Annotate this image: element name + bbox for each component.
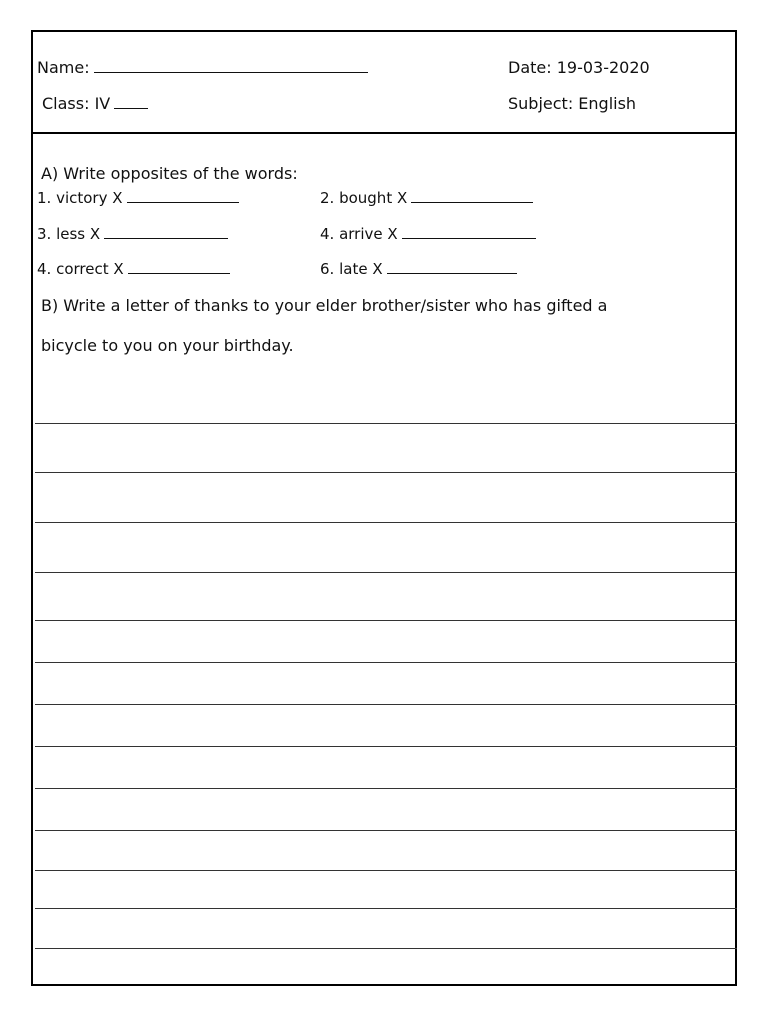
date-label: Date: 19-03-2020 [508, 58, 650, 77]
opposite-item-5 [37, 260, 230, 278]
opposite-answer-blank[interactable] [104, 226, 228, 239]
worksheet-header [33, 32, 735, 134]
writing-line[interactable] [35, 423, 737, 424]
opposite-item-2 [320, 189, 533, 207]
opposite-item-4 [320, 225, 536, 243]
opposite-item-label: 3. less X [37, 225, 101, 243]
class-label: Class: IV [42, 94, 111, 113]
worksheet [31, 30, 737, 986]
opposite-answer-blank[interactable] [128, 261, 230, 274]
date-field [508, 58, 650, 77]
name-label: Name: [37, 58, 90, 77]
writing-line[interactable] [35, 572, 735, 573]
name-field [37, 58, 368, 77]
opposite-item-6 [320, 260, 517, 278]
opposite-item-label: 1. victory X [37, 189, 123, 207]
opposite-item-label: 2. bought X [320, 189, 408, 207]
class-blank[interactable] [114, 94, 148, 109]
section-b-instruction-line-1: B) Write a letter of thanks to your elder brother/sister who has gifted a [41, 296, 608, 315]
writing-line[interactable] [35, 620, 735, 621]
section-b-instruction-line-2: bicycle to you on your birthday. [41, 336, 294, 355]
writing-line[interactable] [35, 788, 737, 789]
subject-label: Subject: English [508, 94, 637, 113]
writing-line[interactable] [35, 948, 737, 949]
section-a-heading: A) Write opposites of the words: [41, 164, 298, 183]
opposite-item-label: 6. late X [320, 260, 383, 278]
writing-line[interactable] [35, 472, 737, 473]
opposite-answer-blank[interactable] [387, 261, 517, 274]
writing-line[interactable] [35, 870, 737, 871]
writing-line[interactable] [35, 522, 737, 523]
class-field [42, 94, 148, 113]
writing-line[interactable] [35, 830, 737, 831]
opposite-answer-blank[interactable] [402, 226, 536, 239]
writing-line[interactable] [35, 908, 737, 909]
opposite-item-3 [37, 225, 228, 243]
subject-field [508, 94, 636, 113]
writing-line[interactable] [35, 662, 737, 663]
opposite-item-label: 4. correct X [37, 260, 124, 278]
name-blank[interactable] [94, 58, 368, 73]
opposite-answer-blank[interactable] [411, 190, 533, 203]
opposite-item-label: 4. arrive X [320, 225, 398, 243]
opposite-answer-blank[interactable] [127, 190, 239, 203]
writing-line[interactable] [35, 704, 737, 705]
writing-line[interactable] [35, 746, 737, 747]
opposite-item-1 [37, 189, 239, 207]
